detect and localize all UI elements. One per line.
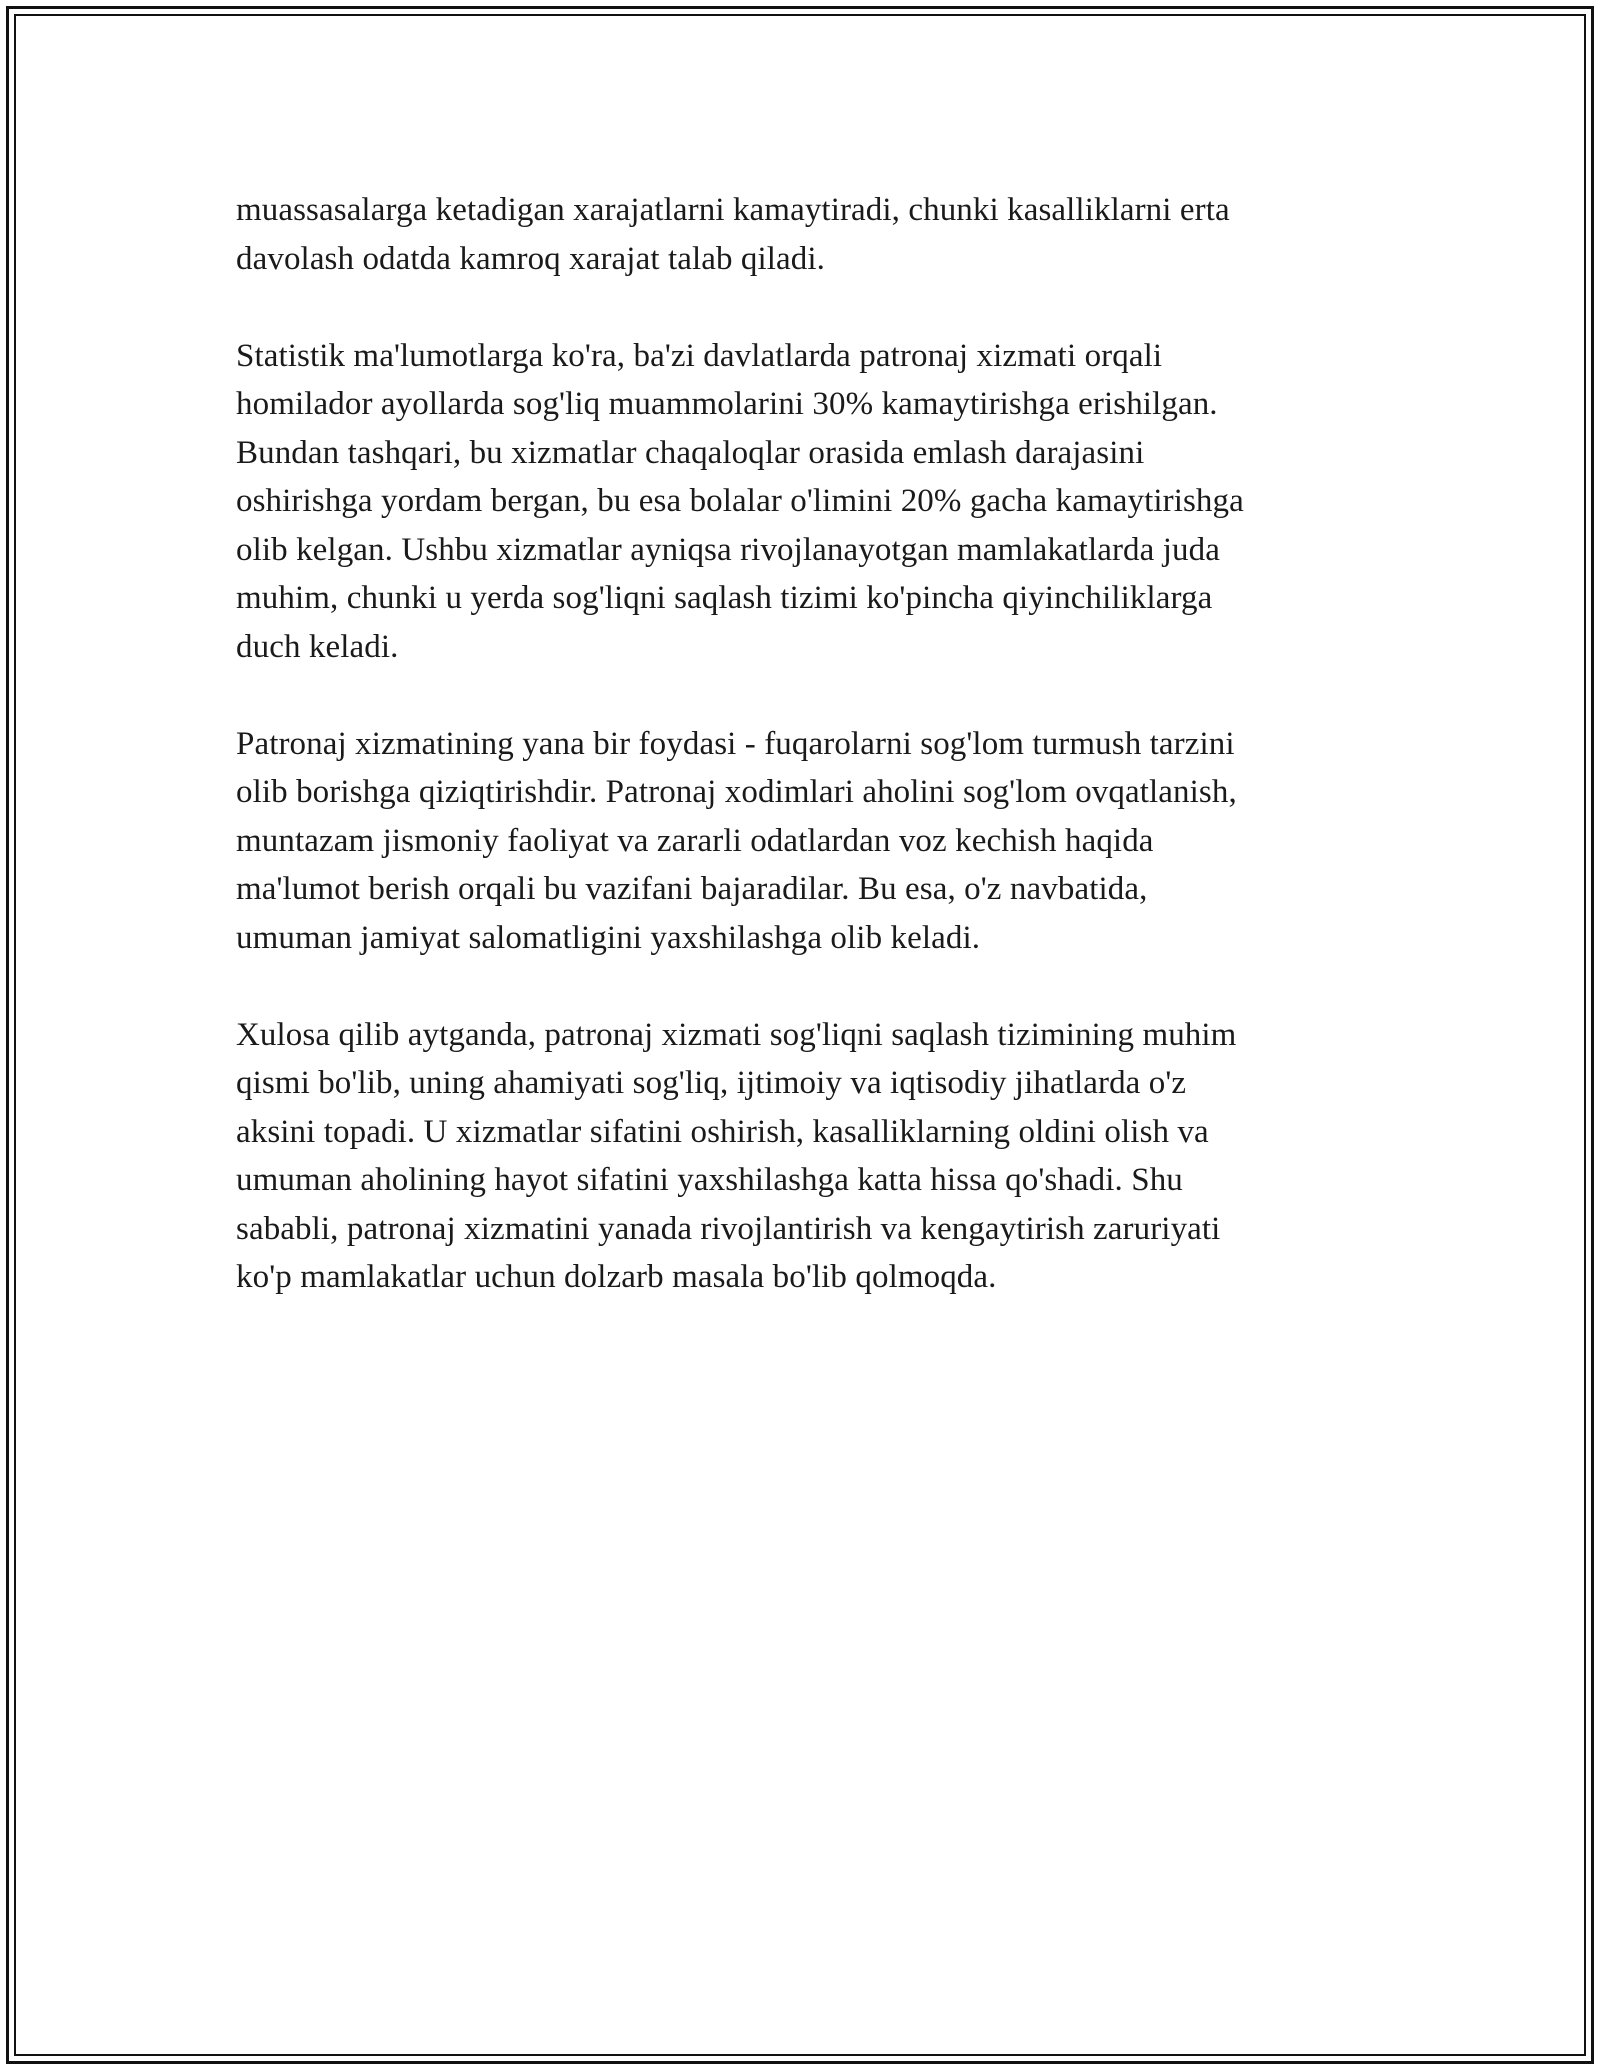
text-line: muassasalarga ketadigan xarajatlarni kamaytiradi, chunki kasalliklarni erta (236, 192, 1230, 228)
text-line: davolash odatda kamroq xarajat talab qiladi. (236, 240, 826, 277)
text-line: sababli, patronaj xizmatini yanada rivojlantirish va kengaytirish zaruriyati (236, 1210, 1221, 1247)
paragraph-2 (236, 332, 1366, 672)
text-line: umuman jamiyat salomatligini yaxshilashga olib keladi. (236, 919, 981, 956)
text-line: Statistik ma'lumotlarga ko'ra, ba'zi davlatlarda patronaj xizmati orqali (236, 337, 1163, 374)
document-body (236, 186, 1366, 1350)
paragraph-1 (236, 186, 1366, 283)
text-line: Patronaj xizmatining yana bir foydasi - fuqarolarni sog'lom turmush tarzini (236, 725, 1235, 762)
text-line: qismi bo'lib, uning ahamiyati sog'liq, ijtimoiy va iqtisodiy jihatlarda o'z (236, 1065, 1187, 1101)
text-line: ma'lumot berish orqali bu vazifani bajaradilar. Bu esa, o'z navbatida, (236, 871, 1148, 907)
text-line: duch keladi. (236, 628, 399, 665)
text-line: olib kelgan. Ushbu xizmatlar ayniqsa rivojlanayotgan mamlakatlarda juda (236, 531, 1220, 568)
text-line: aksini topadi. U xizmatlar sifatini oshirish, kasalliklarning oldini olish va (236, 1113, 1209, 1150)
paragraph-4 (236, 1011, 1366, 1302)
text-line: muntazam jismoniy faoliyat va zararli odatlardan voz kechish haqida (236, 822, 1154, 859)
text-line: Bundan tashqari, bu xizmatlar chaqaloqlar orasida emlash darajasini (236, 434, 1145, 471)
text-line: oshirishga yordam bergan, bu esa bolalar o'limini 20% gacha kamaytirishga (236, 483, 1244, 519)
text-line: muhim, chunki u yerda sog'liqni saqlash tizimi ko'pincha qiyinchiliklarga (236, 580, 1213, 616)
text-line: umuman aholining hayot sifatini yaxshilashga katta hissa qo'shadi. Shu (236, 1162, 1183, 1198)
text-line: olib borishga qiziqtirishdir. Patronaj xodimlari aholini sog'lom ovqatlanish, (236, 774, 1237, 810)
paragraph-3 (236, 720, 1366, 963)
text-line: ko'p mamlakatlar uchun dolzarb masala bo'lib qolmoqda. (236, 1259, 997, 1295)
text-line: homilador ayollarda sog'liq muammolarini 30% kamaytirishga erishilgan. (236, 386, 1218, 422)
text-line: Xulosa qilib aytganda, patronaj xizmati sog'liqni saqlash tizimining muhim (236, 1016, 1237, 1053)
